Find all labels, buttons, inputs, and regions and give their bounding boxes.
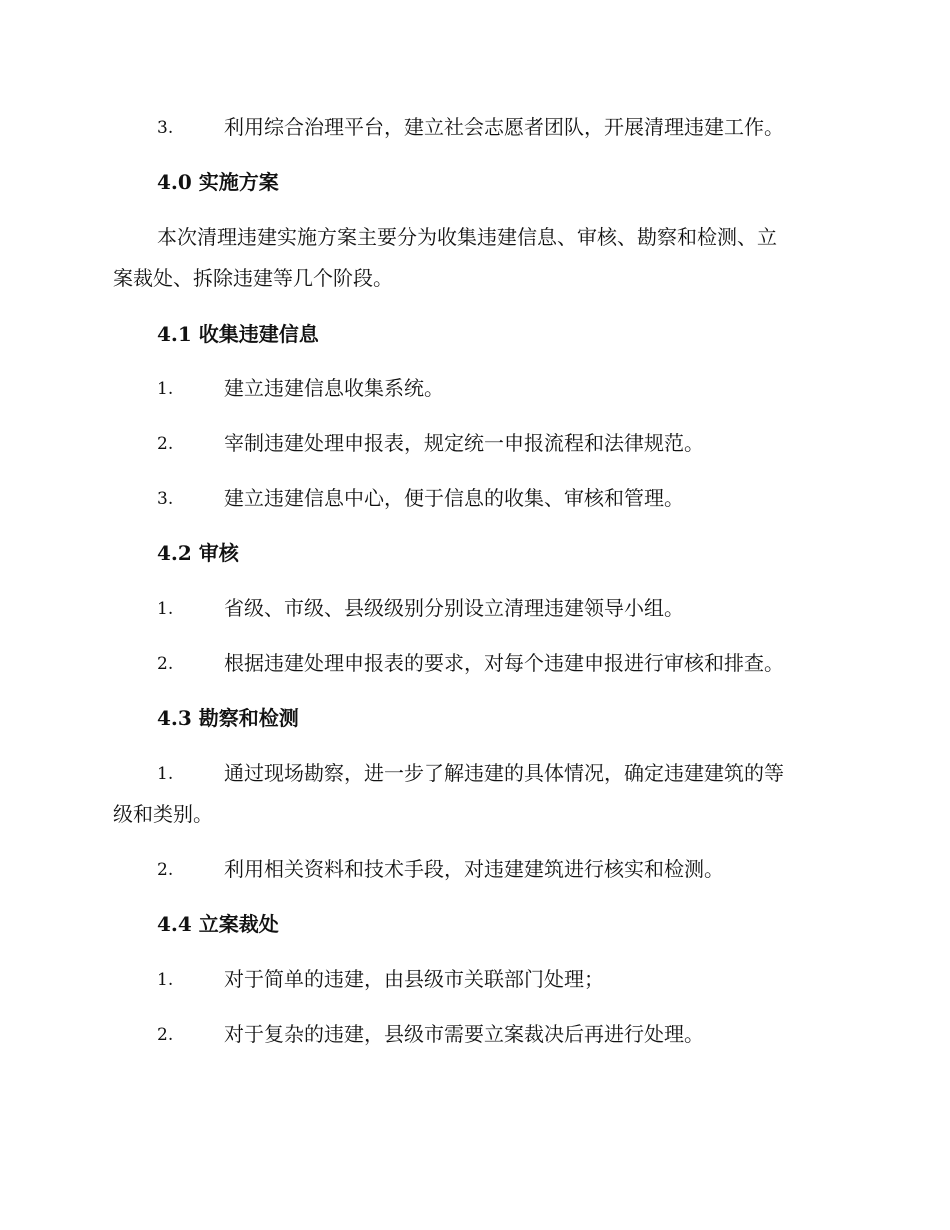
list-item-number: 2. <box>157 860 174 880</box>
list-item-text: 宰制违建处理申报表，规定统一申报流程和法律规范。 <box>224 431 704 455</box>
list-item-text: 根据违建处理申报表的要求，对每个违建申报进行审核和排查。 <box>224 651 784 675</box>
list-item-number: 1. <box>157 379 174 399</box>
section-heading-4-4: 4.4 立案裁处 <box>157 912 279 936</box>
list-item-number: 2. <box>157 654 174 674</box>
list-item-number: 1. <box>157 970 174 990</box>
paragraph-line: 本次清理违建实施方案主要分为收集违建信息、审核、勘察和检测、立 <box>157 225 777 249</box>
list-item-number: 2. <box>157 1025 174 1045</box>
list-item-number: 1. <box>157 599 174 619</box>
list-item-number: 1. <box>157 764 174 784</box>
list-item-number: 3. <box>157 489 174 509</box>
list-item-text: 利用相关资料和技术手段，对违建建筑进行核实和检测。 <box>224 857 724 881</box>
list-item-text: 建立违建信息中心，便于信息的收集、审核和管理。 <box>224 486 684 510</box>
paragraph-line: 案裁处、拆除违建等几个阶段。 <box>113 266 393 290</box>
list-item-text-continued: 级和类别。 <box>113 802 213 826</box>
list-item-text: 对于复杂的违建，县级市需要立案裁决后再进行处理。 <box>224 1022 704 1046</box>
list-item-number: 3. <box>157 118 174 138</box>
list-item-text: 利用综合治理平台，建立社会志愿者团队，开展清理违建工作。 <box>224 115 784 139</box>
list-item-text: 对于简单的违建，由县级市关联部门处理； <box>224 967 604 991</box>
section-heading-4-2: 4.2 审核 <box>157 541 239 565</box>
list-item-number: 2. <box>157 434 174 454</box>
list-item-text: 建立违建信息收集系统。 <box>224 376 444 400</box>
list-item-text: 通过现场勘察，进一步了解违建的具体情况，确定违建建筑的等 <box>224 761 784 785</box>
list-item-text: 省级、市级、县级级别分别设立清理违建领导小组。 <box>224 596 684 620</box>
section-heading-4-0: 4.0 实施方案 <box>157 170 279 194</box>
section-heading-4-3: 4.3 勘察和检测 <box>157 706 299 730</box>
section-heading-4-1: 4.1 收集违建信息 <box>157 322 319 346</box>
